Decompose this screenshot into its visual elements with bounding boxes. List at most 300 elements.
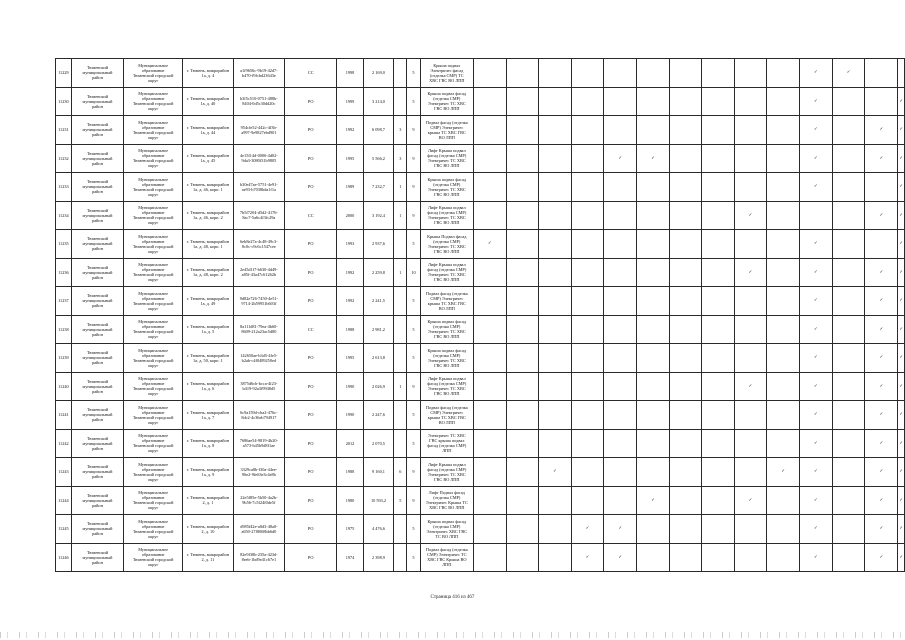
work-flag-cell — [539, 372, 572, 401]
wall-material-cell: РО — [284, 173, 337, 202]
row-id: 11230 — [56, 87, 72, 116]
table-row — [56, 173, 905, 202]
fias-code-cell: 3875d6cb-bcca-4f23- b419-92a3f9948d5 — [233, 372, 284, 401]
district-cell: Тюменский муниципальный район — [71, 372, 124, 401]
floors-cell — [394, 59, 407, 88]
work-flag-cell — [702, 87, 734, 116]
work-flag-cell — [669, 344, 701, 373]
table-row — [56, 258, 905, 287]
address-cell: г. Тюмень, микрорайон 1а, д. 48, корп. 1 — [183, 230, 234, 259]
check-mark-icon: ✓ — [899, 212, 903, 218]
check-mark-icon: ✓ — [488, 241, 492, 247]
work-flag-cell — [506, 344, 538, 373]
check-mark-icon: ✓ — [846, 70, 851, 76]
entrances-cell: 5 — [407, 429, 420, 458]
area-cell: 2 259,8 — [363, 258, 394, 287]
work-flag-cell — [800, 458, 833, 487]
work-flag-cell — [898, 201, 905, 230]
work-flag-cell — [669, 458, 701, 487]
build-year-cell: 1988 — [337, 315, 363, 344]
work-flag-cell — [669, 258, 701, 287]
check-mark-icon: ✓ — [814, 98, 818, 104]
check-mark-icon: ✓ — [879, 412, 884, 418]
work-flag-cell — [832, 59, 865, 88]
work-flag-cell — [767, 287, 800, 316]
work-flag-cell — [539, 116, 572, 145]
work-flag-cell — [571, 486, 604, 515]
wall-material-cell: РО — [284, 515, 337, 544]
entrances-cell: 9 — [407, 458, 420, 487]
work-flag-cell — [473, 543, 506, 572]
settlement-cell: Муниципальное образование Тюменский городской округ — [124, 344, 183, 373]
work-flag-cell — [767, 173, 800, 202]
work-flag-cell — [898, 59, 905, 88]
work-flag-cell — [506, 372, 538, 401]
area-cell: 2 070,5 — [363, 429, 394, 458]
work-flag-cell — [604, 201, 637, 230]
work-flag-cell — [539, 287, 572, 316]
work-flag-cell — [832, 372, 865, 401]
check-mark-icon: ✓ — [899, 298, 903, 304]
work-flag-cell — [865, 144, 898, 173]
check-mark-icon: ✓ — [899, 412, 903, 418]
row-id: 11245 — [56, 515, 72, 544]
check-mark-icon: ✓ — [899, 98, 903, 104]
floors-cell: 1 — [394, 201, 407, 230]
row-id: 11239 — [56, 344, 72, 373]
area-cell: 2 247,6 — [363, 401, 394, 430]
build-year-cell: 1990 — [337, 372, 363, 401]
entrances-cell: 5 — [407, 230, 420, 259]
address-cell: г. Тюмень, микрорайон 1а, д. 44 — [183, 116, 234, 145]
work-flag-cell — [637, 372, 670, 401]
row-id: 11234 — [56, 201, 72, 230]
work-flag-cell — [506, 401, 538, 430]
table-row — [56, 59, 905, 88]
work-flag-cell — [865, 401, 898, 430]
check-mark-icon: ✓ — [899, 554, 903, 560]
wall-material-cell: РО — [284, 87, 337, 116]
work-flag-cell — [571, 173, 604, 202]
fias-code-cell: 3329ca8b-f30a-44ee- 96e2-9fe63e3c4e8b — [233, 458, 284, 487]
work-flag-cell — [702, 230, 734, 259]
works-list-cell: Лифт Крыша подвал фасад (отделка СМР) Электричес ТС ХВС ГВС ВО ЛПП — [420, 258, 473, 287]
check-mark-icon: ✓ — [879, 212, 884, 218]
work-flag-cell — [637, 515, 670, 544]
row-id: 11238 — [56, 315, 72, 344]
district-cell: Тюменский муниципальный район — [71, 173, 124, 202]
work-flag-cell — [506, 458, 538, 487]
work-flag-cell — [571, 258, 604, 287]
check-mark-icon: ✓ — [899, 326, 903, 332]
work-flag-cell — [734, 287, 767, 316]
work-flag-cell — [506, 315, 538, 344]
work-flag-cell — [832, 173, 865, 202]
check-mark-icon: ✓ — [899, 127, 903, 133]
floors-cell — [394, 315, 407, 344]
work-flag-cell — [767, 486, 800, 515]
check-mark-icon: ✓ — [899, 241, 903, 247]
work-flag-cell — [898, 429, 905, 458]
work-flag-cell — [702, 458, 734, 487]
work-flag-cell — [669, 230, 701, 259]
build-year-cell: 2000 — [337, 201, 363, 230]
works-list-cell: Подвал фасад (отделка СМР) Электричес ТС ХВС ГВС Крыша ВО ЛПП — [420, 543, 473, 572]
work-flag-cell — [800, 515, 833, 544]
work-flag-cell — [832, 116, 865, 145]
wall-material-cell: РО — [284, 258, 337, 287]
work-flag-cell — [767, 315, 800, 344]
work-flag-cell — [800, 230, 833, 259]
settlement-cell: Муниципальное образование Тюменский городской округ — [124, 59, 183, 88]
work-flag-cell — [702, 515, 734, 544]
row-id: 11236 — [56, 258, 72, 287]
build-year-cell: 1992 — [337, 258, 363, 287]
address-cell: г. Тюмень, микрорайон 1а, д. 46, корп. 1 — [183, 173, 234, 202]
table-row — [56, 401, 905, 430]
check-mark-icon: ✓ — [899, 155, 903, 161]
work-flag-cell — [865, 230, 898, 259]
floors-cell — [394, 515, 407, 544]
check-mark-icon: ✓ — [879, 554, 884, 560]
district-cell: Тюменский муниципальный район — [71, 515, 124, 544]
work-flag-cell — [767, 59, 800, 88]
work-flag-cell — [734, 87, 767, 116]
work-flag-cell — [637, 116, 670, 145]
check-mark-icon: ✓ — [879, 355, 884, 361]
area-cell: 7 232,7 — [363, 173, 394, 202]
table-row — [56, 230, 905, 259]
entrances-cell: 9 — [407, 144, 420, 173]
work-flag-cell — [767, 344, 800, 373]
wall-material-cell: РО — [284, 486, 337, 515]
entrances-cell: 5 — [407, 287, 420, 316]
work-flag-cell — [604, 258, 637, 287]
work-flag-cell — [734, 401, 767, 430]
work-flag-cell — [734, 458, 767, 487]
settlement-cell: Муниципальное образование Тюменский городской округ — [124, 144, 183, 173]
work-flag-cell — [865, 315, 898, 344]
work-flag-cell — [539, 429, 572, 458]
address-cell: г. Тюмень, микрорайон 1а, д. 46, корп. 2 — [183, 201, 234, 230]
fias-code-cell: 82e9f38b-235a-423d- 8eeb-1bd9e41c67e1 — [233, 543, 284, 572]
work-flag-cell — [865, 287, 898, 316]
table-row — [56, 287, 905, 316]
work-flag-cell — [473, 315, 506, 344]
address-cell: г. Тюмень, микрорайон 1а, д. 50, корп. 1 — [183, 344, 234, 373]
work-flag-cell — [506, 230, 538, 259]
entrances-cell: 5 — [407, 543, 420, 572]
works-list-cell: Подвал фасад (отделка СМР) Электричес крыша ТС ХВС ГВС ВО ЛПП — [420, 401, 473, 430]
check-mark-icon: ✓ — [651, 155, 655, 161]
work-flag-cell — [473, 144, 506, 173]
work-flag-cell — [637, 543, 670, 572]
works-list-cell: Крыша подвал фасад (отделка СМР) Электричес ХВС ГВС ТС ВО ЛПП — [420, 515, 473, 544]
entrances-cell: 9 — [407, 116, 420, 145]
settlement-cell: Муниципальное образование Тюменский городской округ — [124, 401, 183, 430]
work-flag-cell — [734, 515, 767, 544]
floors-cell: 3 — [394, 144, 407, 173]
work-flag-cell — [865, 429, 898, 458]
work-flag-cell — [898, 458, 905, 487]
work-flag-cell — [898, 87, 905, 116]
work-flag-cell — [865, 458, 898, 487]
area-cell: 2 398,9 — [363, 543, 394, 572]
district-cell: Тюменский муниципальный район — [71, 486, 124, 515]
wall-material-cell: РО — [284, 116, 337, 145]
work-flag-cell — [898, 144, 905, 173]
work-flag-cell — [473, 515, 506, 544]
work-flag-cell — [669, 401, 701, 430]
area-cell: 5 566,2 — [363, 144, 394, 173]
work-flag-cell — [473, 59, 506, 88]
row-id: 11246 — [56, 543, 72, 572]
work-flag-cell — [800, 173, 833, 202]
wall-material-cell: РО — [284, 429, 337, 458]
settlement-cell: Муниципальное образование Тюменский городской округ — [124, 201, 183, 230]
table-row — [56, 116, 905, 145]
work-flag-cell — [473, 401, 506, 430]
district-cell: Тюменский муниципальный район — [71, 344, 124, 373]
work-flag-cell — [898, 486, 905, 515]
work-flag-cell — [898, 230, 905, 259]
work-flag-cell — [767, 144, 800, 173]
work-flag-cell — [865, 173, 898, 202]
check-mark-icon: ✓ — [814, 554, 818, 560]
entrances-cell: 5 — [407, 401, 420, 430]
work-flag-cell — [767, 230, 800, 259]
work-flag-cell — [702, 201, 734, 230]
work-flag-cell — [734, 486, 767, 515]
build-year-cell: 1989 — [337, 173, 363, 202]
wall-material-cell: РО — [284, 287, 337, 316]
row-id: 11232 — [56, 144, 72, 173]
work-flag-cell — [604, 372, 637, 401]
works-list-cell: Лифт Крыша подвал фасад (отделка СМР) Электричес ТС ХВС ГВС ВО ЛПП — [420, 458, 473, 487]
work-flag-cell — [898, 543, 905, 572]
settlement-cell: Муниципальное образование Тюменский городской округ — [124, 458, 183, 487]
work-flag-cell — [604, 144, 637, 173]
works-list-cell: Электричес ТС ХВС ГВС крыша подвал фасад (отделка СМР) ЛПП — [420, 429, 473, 458]
page-footer: Страница 416 из 467 — [430, 595, 475, 600]
district-cell: Тюменский муниципальный район — [71, 543, 124, 572]
works-list-cell: Крыша подвал фасад (отделка СМР) Электричес ТС ХВС ГВС ВО ЛПП — [420, 87, 473, 116]
work-flag-cell — [767, 543, 800, 572]
floors-cell — [394, 344, 407, 373]
address-cell: г. Тюмень, микрорайон 2, д. 11 — [183, 543, 234, 572]
work-flag-cell — [800, 201, 833, 230]
work-flag-cell — [800, 486, 833, 515]
work-flag-cell — [832, 87, 865, 116]
work-flag-cell — [571, 87, 604, 116]
work-flag-cell — [898, 372, 905, 401]
check-mark-icon: ✓ — [814, 412, 818, 418]
area-cell: 2 241,5 — [363, 287, 394, 316]
work-flag-cell — [571, 401, 604, 430]
work-flag-cell — [800, 543, 833, 572]
entrances-cell: 5 — [407, 344, 420, 373]
work-flag-cell — [473, 372, 506, 401]
work-flag-cell — [637, 486, 670, 515]
work-flag-cell — [604, 116, 637, 145]
work-flag-cell — [604, 59, 637, 88]
work-flag-cell — [473, 201, 506, 230]
check-mark-icon: ✓ — [899, 526, 903, 532]
wall-material-cell: РО — [284, 543, 337, 572]
work-flag-cell — [669, 59, 701, 88]
entrances-cell: 10 — [407, 258, 420, 287]
works-list-cell: Лифт Крыша подвал фасад (отделка СМР) Электричес ТС ХВС ГВС ВО ЛПП — [420, 201, 473, 230]
floors-cell — [394, 287, 407, 316]
work-flag-cell — [506, 543, 538, 572]
check-mark-icon: ✓ — [814, 526, 818, 532]
district-cell: Тюменский муниципальный район — [71, 59, 124, 88]
entrances-cell: 9 — [407, 486, 420, 515]
work-flag-cell — [702, 315, 734, 344]
work-flag-cell — [539, 515, 572, 544]
check-mark-icon: ✓ — [814, 155, 818, 161]
work-flag-cell — [506, 201, 538, 230]
district-cell: Тюменский муниципальный район — [71, 258, 124, 287]
work-flag-cell — [898, 116, 905, 145]
check-mark-icon: ✓ — [814, 440, 818, 446]
check-mark-icon: ✓ — [748, 269, 753, 275]
work-flag-cell — [832, 230, 865, 259]
work-flag-cell — [865, 87, 898, 116]
build-year-cell: 1988 — [337, 458, 363, 487]
work-flag-cell — [800, 372, 833, 401]
work-flag-cell — [637, 87, 670, 116]
check-mark-icon: ✓ — [899, 469, 903, 475]
work-flag-cell — [702, 258, 734, 287]
district-cell: Тюменский муниципальный район — [71, 116, 124, 145]
works-list-cell: Подвал фасад (отделка СМР) Электричес крыша ТС ХВС ГВС ВО ЛПП — [420, 287, 473, 316]
work-flag-cell — [832, 515, 865, 544]
work-flag-cell — [571, 116, 604, 145]
build-year-cell: 1998 — [337, 59, 363, 88]
work-flag-cell — [800, 315, 833, 344]
work-flag-cell — [637, 401, 670, 430]
work-flag-cell — [832, 144, 865, 173]
work-flag-cell — [832, 458, 865, 487]
work-flag-cell — [506, 116, 538, 145]
settlement-cell: Муниципальное образование Тюменский городской округ — [124, 287, 183, 316]
check-mark-icon: ✓ — [899, 184, 903, 190]
work-flag-cell — [702, 372, 734, 401]
floors-cell — [394, 543, 407, 572]
work-flag-cell — [898, 401, 905, 430]
work-flag-cell — [571, 543, 604, 572]
wall-material-cell: СС — [284, 201, 337, 230]
work-flag-cell — [571, 144, 604, 173]
work-flag-cell — [669, 173, 701, 202]
build-year-cell: 1992 — [337, 116, 363, 145]
work-flag-cell — [539, 201, 572, 230]
work-flag-cell — [539, 173, 572, 202]
work-flag-cell — [604, 344, 637, 373]
work-flag-cell — [865, 201, 898, 230]
work-flag-cell — [506, 287, 538, 316]
area-cell: 2 937,6 — [363, 230, 394, 259]
address-cell: г. Тюмень, микрорайон 2, д. 1 — [183, 486, 234, 515]
work-flag-cell — [539, 59, 572, 88]
row-id: 11242 — [56, 429, 72, 458]
work-flag-cell — [637, 230, 670, 259]
work-flag-cell — [539, 401, 572, 430]
build-year-cell: 1993 — [337, 230, 363, 259]
work-flag-cell — [865, 372, 898, 401]
district-cell: Тюменский муниципальный район — [71, 315, 124, 344]
fias-code-cell: b3f5c510-0751-488b- 8404-0d5c30dd20c — [233, 87, 284, 116]
work-flag-cell — [800, 344, 833, 373]
area-cell: 3 192,4 — [363, 201, 394, 230]
work-flag-cell — [734, 201, 767, 230]
works-list-cell: Лифт Крыша подвал фасад (отделка СМР) Электричес ТС ХВС ГВС ВО ЛПП — [420, 372, 473, 401]
work-flag-cell — [571, 344, 604, 373]
work-flag-cell — [865, 116, 898, 145]
work-flag-cell — [702, 543, 734, 572]
work-flag-cell — [702, 486, 734, 515]
build-year-cell: 1999 — [337, 87, 363, 116]
check-mark-icon: ✓ — [899, 383, 903, 389]
work-flag-cell — [832, 344, 865, 373]
settlement-cell: Муниципальное образование Тюменский городской округ — [124, 230, 183, 259]
work-flag-cell — [473, 87, 506, 116]
fias-code-cell: 2e45d1f7-b630-4d49- a85f-43a47c61262b — [233, 258, 284, 287]
work-flag-cell — [734, 315, 767, 344]
district-cell: Тюменский муниципальный район — [71, 230, 124, 259]
work-flag-cell — [669, 144, 701, 173]
work-flag-cell — [669, 486, 701, 515]
settlement-cell: Муниципальное образование Тюменский городской округ — [124, 429, 183, 458]
work-flag-cell — [702, 144, 734, 173]
settlement-cell: Муниципальное образование Тюменский городской округ — [124, 87, 183, 116]
work-flag-cell — [865, 59, 898, 88]
check-mark-icon: ✓ — [748, 383, 753, 389]
area-cell: 2 613,8 — [363, 344, 394, 373]
fias-code-cell: 7686ae54-9819-4b20- a573-b45b9d8f1ae — [233, 429, 284, 458]
check-mark-icon: ✓ — [585, 554, 590, 560]
work-flag-cell — [571, 287, 604, 316]
floors-cell: 6 — [394, 458, 407, 487]
work-flag-cell — [669, 315, 701, 344]
table-row — [56, 543, 905, 572]
works-list-cell: Крыша подвал фасад (отделка СМР) Электричес ТС ХВС ГВС ВО ЛПП — [420, 315, 473, 344]
fias-code-cell: 4e15f14d-0006-4d02- 9da3-3080f31b9805 — [233, 144, 284, 173]
work-flag-cell — [865, 344, 898, 373]
area-cell: 3 214,0 — [363, 87, 394, 116]
works-list-cell: Лифт Подвал фасад (отделка СМР) Электричес Крыша ТС ХВС ГВС ВО ЛПП — [420, 486, 473, 515]
work-flag-cell — [734, 344, 767, 373]
table-row — [56, 372, 905, 401]
scan-noise — [0, 632, 905, 638]
work-flag-cell — [604, 543, 637, 572]
work-flag-cell — [865, 515, 898, 544]
work-flag-cell — [767, 258, 800, 287]
works-list-cell: Крыша подвал Электричес фасад (отделка СМР) ТС ХВС ГВС ВО ЛПП — [420, 59, 473, 88]
district-cell: Тюменский муниципальный район — [71, 458, 124, 487]
address-cell: г. Тюмень, микрорайон 1а, д. 8 — [183, 429, 234, 458]
area-cell: 2 026,9 — [363, 372, 394, 401]
work-flag-cell — [832, 287, 865, 316]
entrances-cell: 9 — [407, 173, 420, 202]
work-flag-cell — [865, 486, 898, 515]
check-mark-icon: ✓ — [651, 497, 655, 503]
area-cell: 4 476,6 — [363, 515, 394, 544]
check-mark-icon: ✓ — [899, 355, 903, 361]
floors-cell: 5 — [394, 486, 407, 515]
table-row — [56, 429, 905, 458]
